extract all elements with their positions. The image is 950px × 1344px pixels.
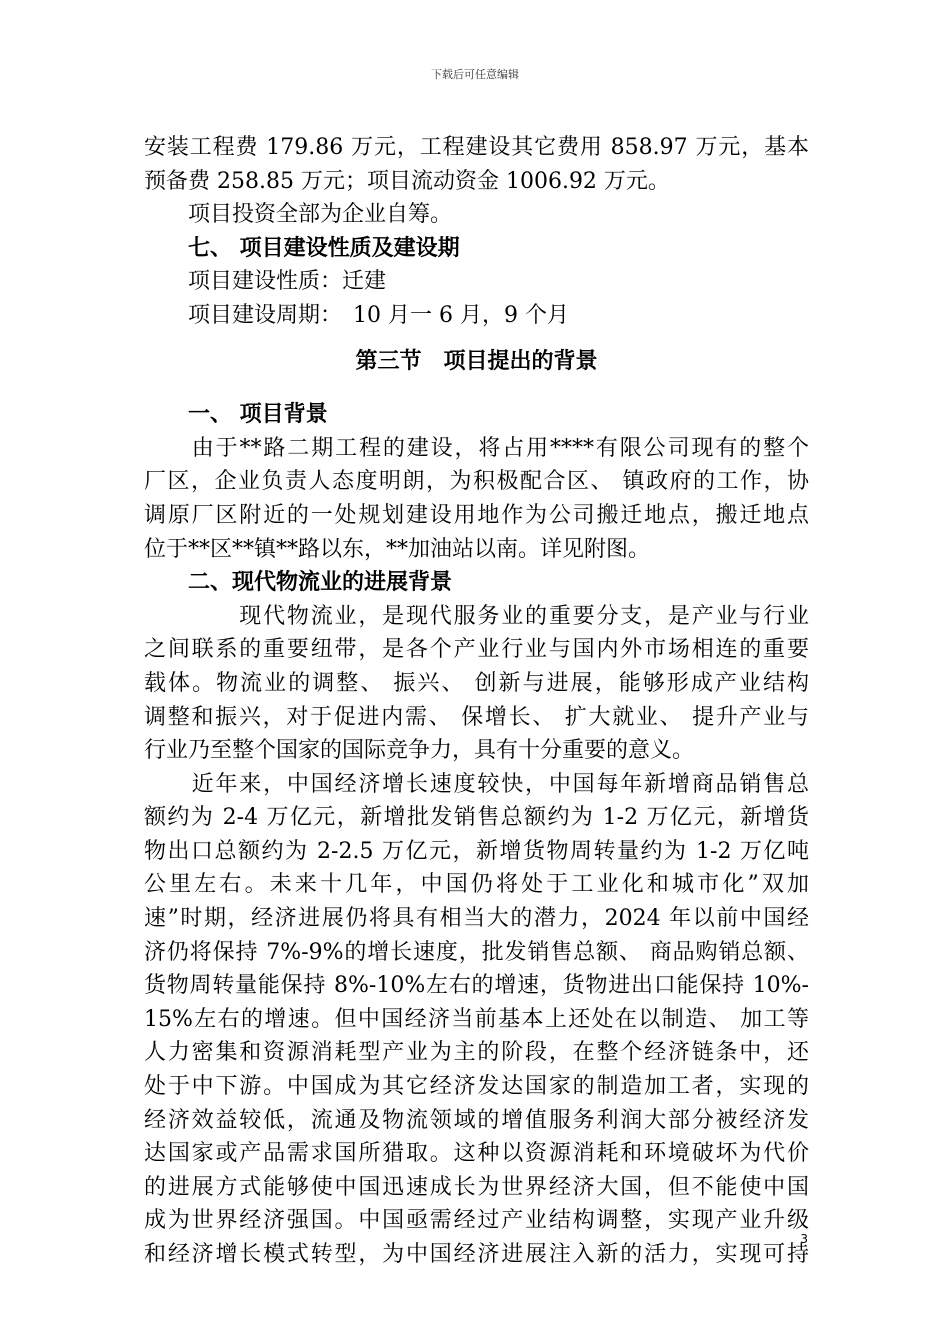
text-line: 之间联系的重要纽带，是各个产业行业与国内外市场相连的重要 [144,637,809,663]
page-header: 下载后可任意编辑 [431,68,519,81]
text-line: 由于**路二期工程的建设，将占用****有限公司现有的整个 [144,435,809,461]
text-line: 调整和振兴，对于促进内需、 保增长、 扩大就业、 提升产业与 [144,704,809,730]
text-line: 物出口总额约为 2-2.5 万亿元，新增货物周转量约为 1-2 万亿吨 [144,838,809,864]
text-line: 项目投资全部为企业自筹。 [144,202,453,228]
text-line: 预备费 258.85 万元；项目流动资金 1006.92 万元。 [144,168,670,194]
text-line: 现代物流业，是现代服务业的重要分支，是产业与行业 [144,603,809,629]
document-body [144,131,809,1272]
text-line: 处于中下游。中国成为其它经济发达国家的制造加工者，实现的 [144,1074,809,1100]
text-line: 载体。物流业的调整、 振兴、 创新与进展，能够形成产业结构 [144,670,809,696]
text-line: 行业乃至整个国家的国际竞争力，具有十分重要的意义。 [144,738,695,764]
page-number: 3 [800,1232,808,1246]
text-line: 公里左右。未来十几年，中国仍将处于工业化和城市化”双加 [144,872,809,898]
section-heading: 七、 项目建设性质及建设期 [144,234,460,261]
text-line: 济仍将保持 7%-9%的增长速度，批发销售总额、 商品购销总额、 [144,939,809,965]
text-line: 调原厂区附近的一处规划建设用地作为公司搬迁地点，搬迁地点 [144,502,809,528]
chapter-title: 第三节 项目提出的背景 [355,347,598,374]
text-line: 成为世界经济强国。中国亟需经过产业结构调整，实现产业升级 [144,1208,809,1234]
text-line: 的进展方式能够使中国迅速成长为世界经济大国，但不能使中国 [144,1174,809,1200]
text-line: 经济效益较低，流通及物流领域的增值服务利润大部分被经济发 [144,1107,809,1133]
text-line: 项目建设性质：迁建 [144,269,387,295]
text-line: 额约为 2-4 万亿元，新增批发销售总额约为 1-2 万亿元，新增货 [144,805,809,831]
text-line: 人力密集和资源消耗型产业为主的阶段，在整个经济链条中，还 [144,1040,809,1066]
text-line: 达国家或产品需求国所猎取。这种以资源消耗和环境破坏为代价 [144,1141,809,1167]
text-line: 速”时期，经济进展仍将具有相当大的潜力，2024 年以前中国经 [144,906,809,932]
text-line: 货物周转量能保持 8%-10%左右的增速，货物进出口能保持 10%- [144,973,809,999]
text-line: 厂区，企业负责人态度明朗，为积极配合区、 镇政府的工作，协 [144,469,809,495]
text-line: 位于**区**镇**路以东，**加油站以南。详见附图。 [144,536,651,562]
text-line: 15%左右的增速。但中国经济当前基本上还处在以制造、 加工等 [144,1006,809,1032]
text-line: 项目建设周期： 10 月一 6 月，9 个月 [144,302,569,328]
section-heading: 二、现代物流业的进展背景 [144,569,453,596]
section-heading: 一、 项目背景 [144,401,328,428]
text-line: 和经济增长模式转型，为中国经济进展注入新的活力，实现可持 [144,1242,809,1267]
text-line: 安装工程费 179.86 万元，工程建设其它费用 858.97 万元，基本 [144,135,809,160]
text-line: 近年来，中国经济增长速度较快，中国每年新增商品销售总 [144,771,809,797]
